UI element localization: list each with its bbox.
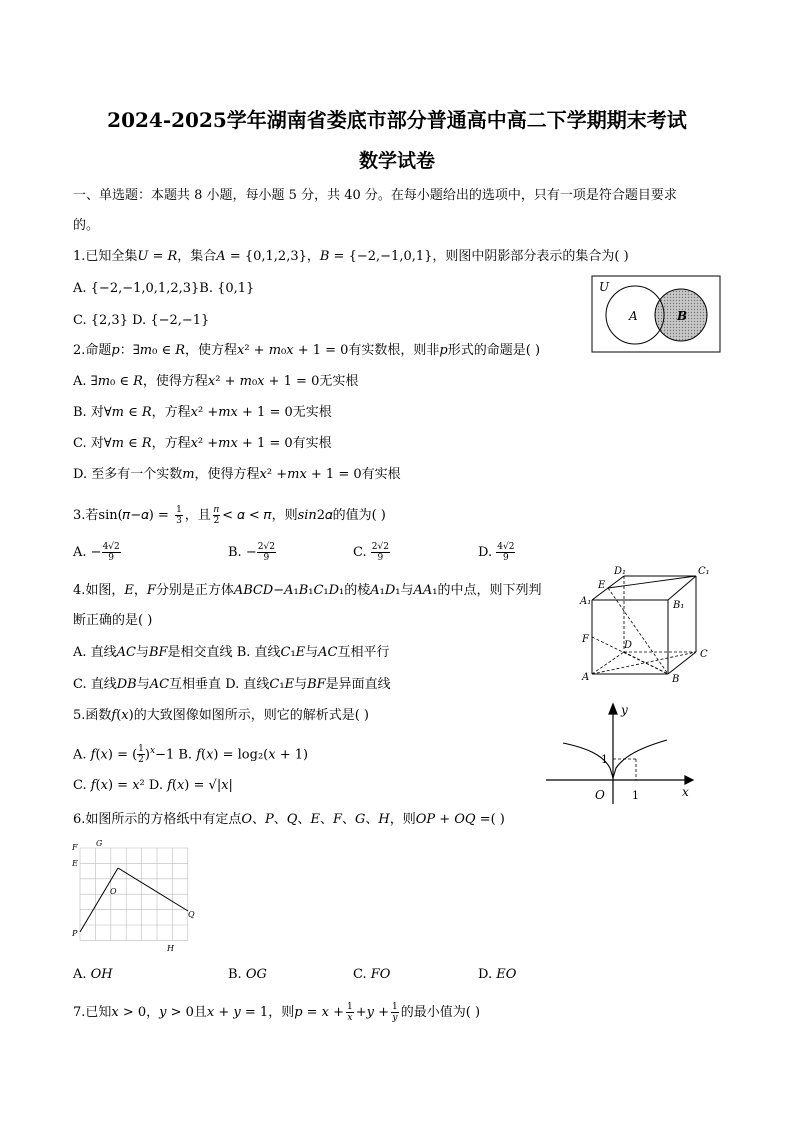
q3-sin: sin(𝜋−𝛼) [98,508,154,523]
venn-diagram [591,275,721,353]
grid-label-q: Q [188,910,195,919]
cube-label-c1: C₁ [698,566,710,577]
graph-tick-y1: 1 [601,753,608,766]
section-heading-cont: 的。 [73,218,100,233]
question-3-option-d: D. $\frac{4√2}{9}$ [478,542,515,563]
section-heading: 一、单选题：本题共 8 小题，每小题 5 分，共 40 分。在每小题给出的选项中，只有一项是符合题目要求 [73,188,677,203]
q3-fraction-1: $\frac{1}{3}$ [176,505,182,526]
question-2-option-c: C. 对∀𝑚 ∈ 𝑅，方程𝑥² +𝑚𝑥 + 1 = 0有实根 [73,436,332,451]
grid-label-e: E [72,859,78,868]
question-3-option-a: A. − $\frac{4√2}{9}$ [73,542,120,563]
question-2-option-b: B. 对∀𝑚 ∈ 𝑅，方程𝑥² +𝑚𝑥 + 1 = 0无实根 [73,405,332,420]
question-7-stem: 7.已知𝑥 > 0，𝑦 > 0且𝑥 + 𝑦 = 1，则𝑝 = 𝑥 + 1 𝑥 +𝑦 + 1 𝑦 的最小值为( ) [73,1002,481,1023]
question-6-option-d: D. 𝐸𝑂 [478,967,517,982]
question-6-option-b: B. 𝑂𝐺 [228,967,267,982]
q3-fraction-2: 𝜋 2 [213,505,220,526]
graph-label-y: y [621,703,628,717]
question-6-stem: 6.如图所示的方格纸中有定点𝑂、𝑃、𝑄、𝐸、𝐹、𝐺、𝐻，则𝑂𝑃 + 𝑂𝑄 =( ) [73,812,505,827]
question-1-stem: 1.已知全集𝑈 = 𝑅，集合𝐴 = {0,1,2,3}，𝐵 = {−2,−1,0,1}，则图中阴影部分表示的集合为( ) [73,249,629,264]
q3-prefix: 3.若 [73,508,99,523]
question-4-options-cd: C. 直线𝐷𝐵与𝐴𝐶互相垂直 D. 直线𝐶₁𝐸与𝐵𝐹是异面直线 [73,677,391,692]
question-1-options-cd: C. {2,3} D. {−2,−1} [73,313,210,328]
question-4-options-ab: A. 直线𝐴𝐶与𝐵𝐹是相交直线 B. 直线𝐶₁𝐸与𝐴𝐶互相平行 [73,645,390,660]
cube-label-f: F [582,634,589,645]
question-3-option-b: B. − $\frac{2√2}{9}$ [228,542,275,563]
cube-label-a: A [582,672,590,683]
cube-label-d: D [624,640,633,651]
q3-ineq: < 𝛼 < 𝜋，则𝑠𝑖𝑛2𝛼的值为( ) [222,508,386,523]
question-6-option-a: A. 𝑂𝐻 [73,967,113,982]
cube-label-a1: A₁ [580,596,592,607]
question-1-options-ab: A. {−2,−1,0,1,2,3}B. {0,1} [73,281,255,296]
grid-label-g: G [96,839,103,848]
question-3-option-c: C. $\frac{2√2}{9}$ [353,542,389,563]
grid-label-f: F [72,843,78,852]
grid-label-o: O [110,887,117,896]
graph-label-x: x [682,785,689,799]
grid-label-p: P [72,929,78,938]
question-3-stem [73,505,386,526]
graph-tick-x1: 1 [632,789,639,802]
function-graph [543,700,703,810]
question-2-option-a: A. ∃𝑚₀ ∈ 𝑅，使得方程𝑥² + 𝑚₀𝑥 + 1 = 0无实根 [73,374,359,389]
question-2-option-d: D. 至多有一个实数𝑚，使得方程𝑥² +𝑚𝑥 + 1 = 0有实根 [73,467,401,482]
venn-label-u: U [599,280,610,294]
venn-label-a: A [629,309,638,323]
page-subtitle: 数学试卷 [358,150,435,172]
graph-label-origin: O [595,788,605,802]
question-2-stem: 2.命题𝑝：∃𝑚₀ ∈ 𝑅，使方程𝑥² + 𝑚₀𝑥 + 1 = 0有实数根，则非𝑝形式的命题是( ) [73,343,541,358]
question-5-options-cd: C. 𝑓(𝑥) = 𝑥² D. 𝑓(𝑥) = √|𝑥| [73,778,233,793]
question-5-options-ab: A. 𝑓(𝑥) = ( $\frac{1}{2}$ )$^𝑥$−1 B. 𝑓(𝑥) = log₂(𝑥 + 1) [73,744,309,766]
cube-label-c: C [700,649,708,660]
cube-label-b1: B₁ [673,600,685,611]
question-4-stem: 4.如图，𝐸，𝐹分别是正方体𝐴𝐵𝐶𝐷−𝐴₁𝐵₁𝐶₁𝐷₁的棱𝐴₁𝐷₁与𝐴𝐴₁的中点，则下列判 [73,583,542,598]
cube-label-d1: D₁ [614,566,627,577]
cube-label-b: B [672,674,680,685]
page-title: 2024-2025学年湖南省娄底市部分普通高中高二下学期期末考试 [107,108,687,132]
grid-label-h: H [167,944,174,953]
q3-eq: = [153,508,174,523]
question-4-stem-cont: 断正确的是( ) [73,613,153,628]
cube-label-e: E [598,580,606,591]
question-6-option-c: C. 𝐹𝑂 [353,967,391,982]
venn-label-b: B [677,309,688,323]
q3-mid: ，且 [184,508,211,523]
grid-figure [70,838,198,954]
question-5-stem: 5.函数𝑓(𝑥)的大致图像如图所示，则它的解析式是( ) [73,708,369,723]
cube-figure [578,562,718,688]
